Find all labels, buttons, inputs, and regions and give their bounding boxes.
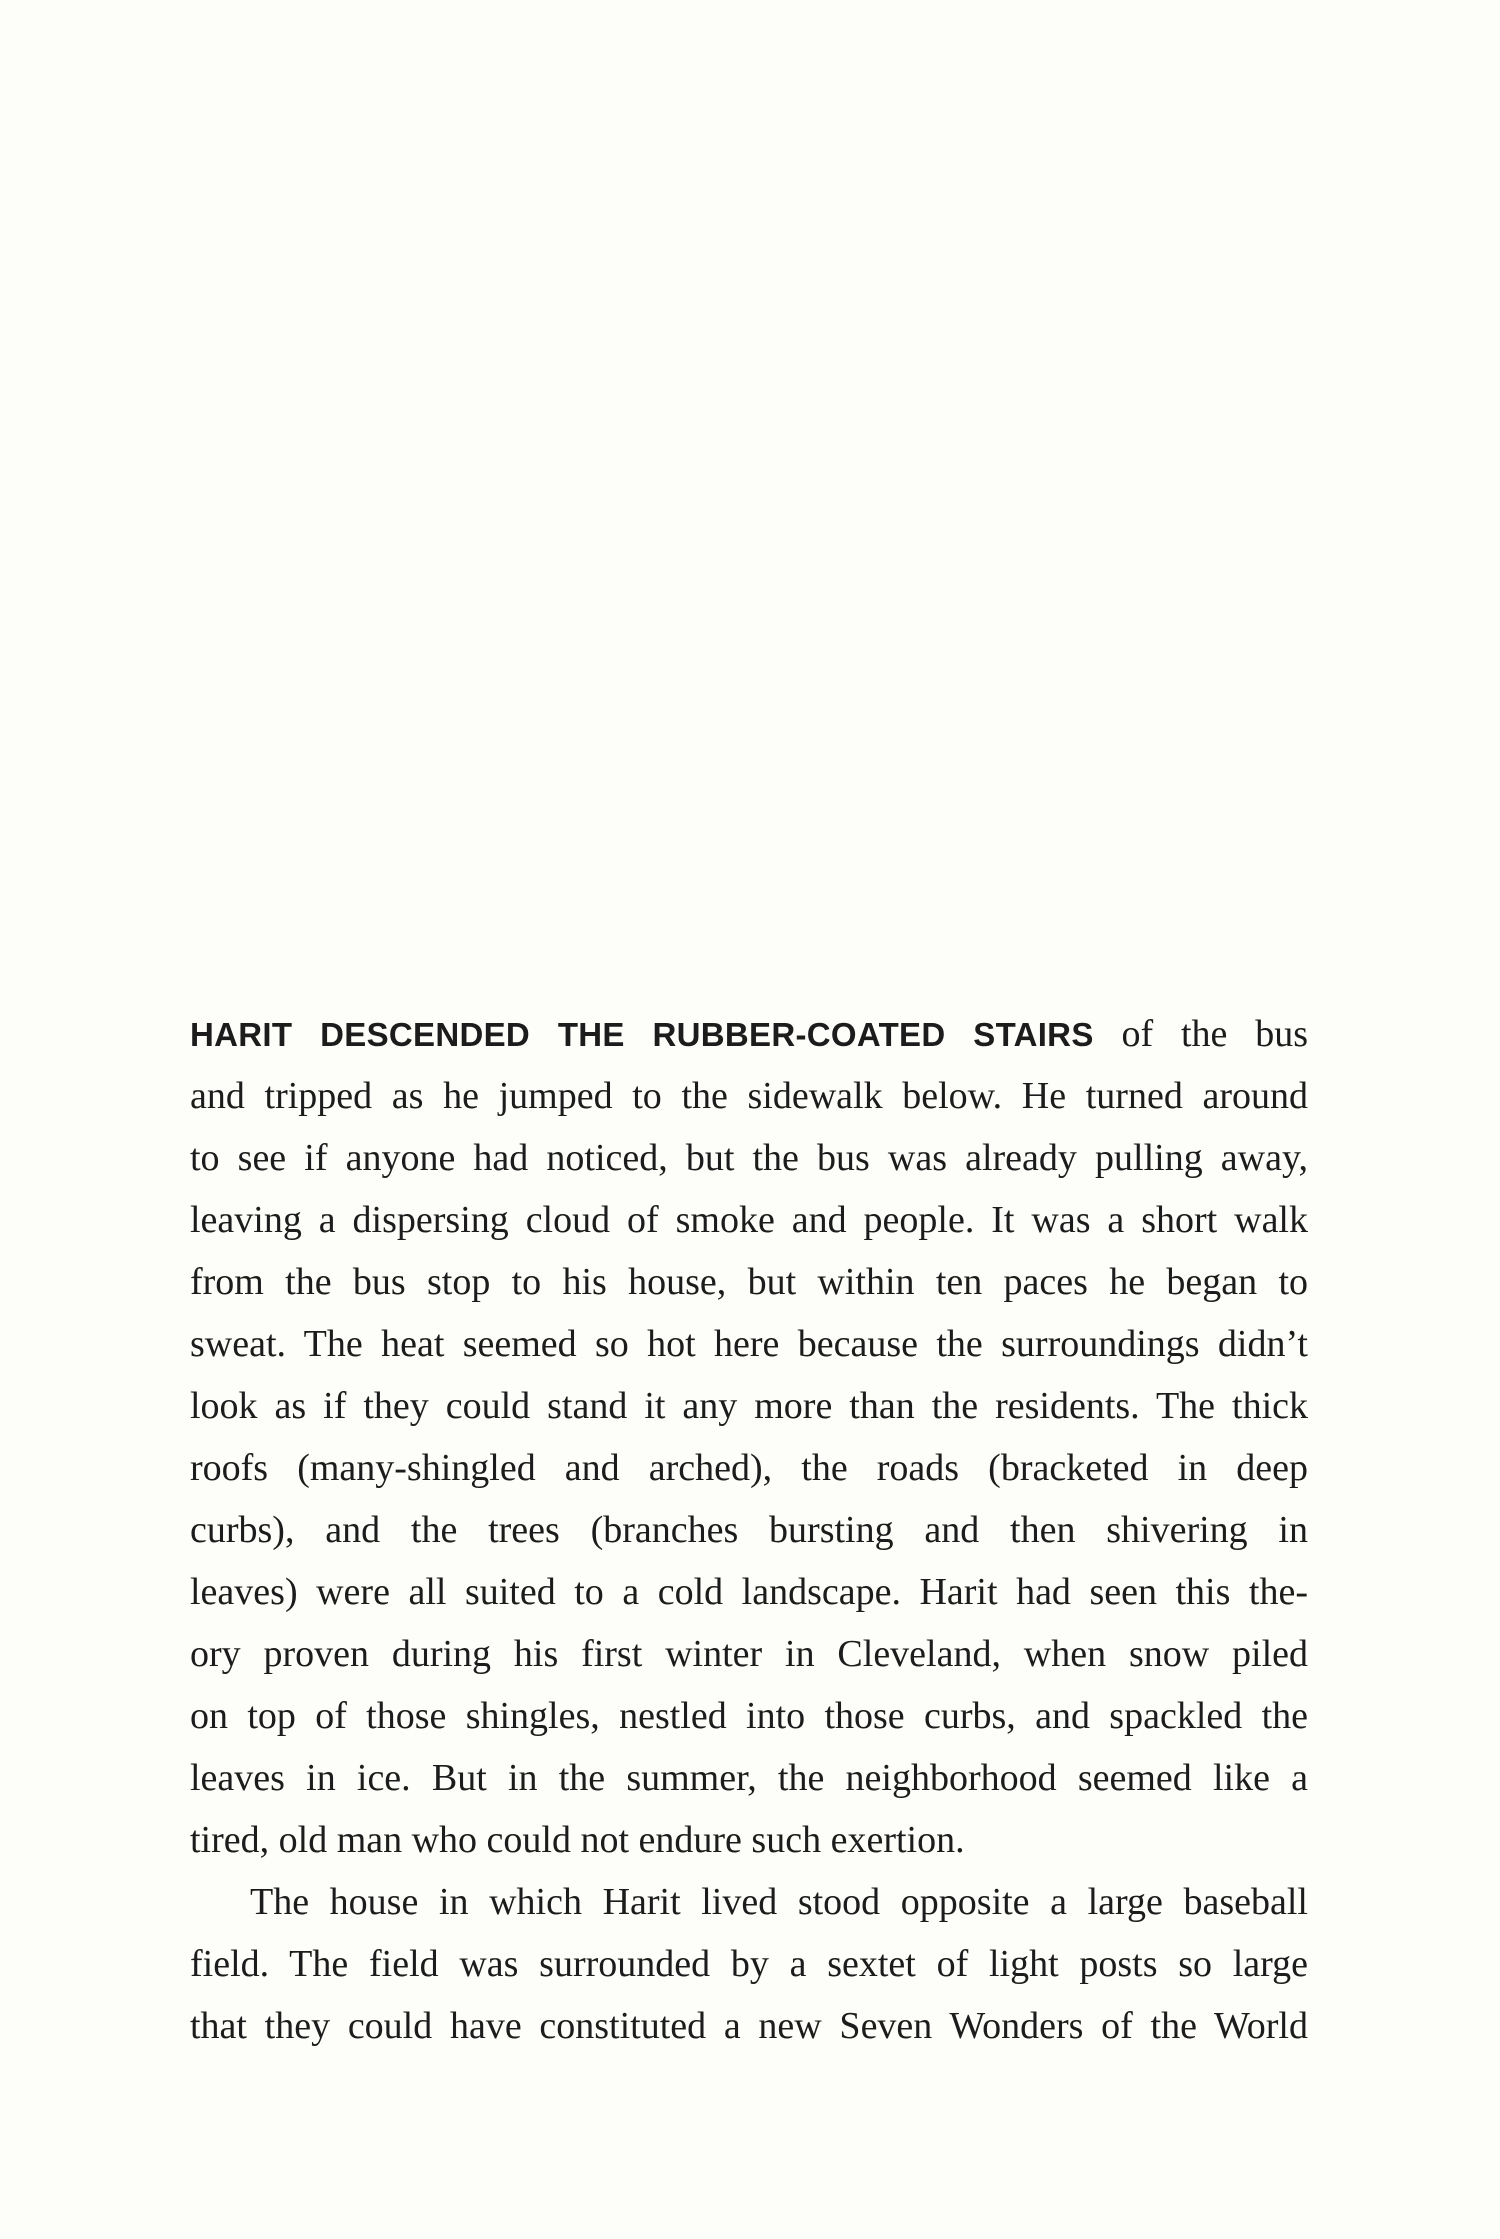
- text-line: ory proven during his first winter in Cleveland, when snow piled: [190, 1633, 1308, 1675]
- text-line: to see if anyone had noticed, but the bus was already pulling away,: [190, 1137, 1308, 1179]
- text-line: leaving a dispersing cloud of smoke and people. It was a short walk: [190, 1199, 1308, 1241]
- text-line: and tripped as he jumped to the sidewalk below. He turned around: [190, 1075, 1308, 1117]
- text-line: roofs (many-shingled and arched), the roads (bracketed in deep: [190, 1447, 1308, 1489]
- text-line: leaves in ice. But in the summer, the neighborhood seemed like a: [190, 1757, 1308, 1799]
- line-text: of the bus: [1093, 1013, 1309, 1055]
- text-line: The house in which Harit lived stood opposite a large baseball: [250, 1881, 1308, 1923]
- text-line: that they could have constituted a new Seven Wonders of the World: [190, 2005, 1308, 2047]
- text-line: curbs), and the trees (branches bursting and then shivering in: [190, 1509, 1308, 1551]
- text-line: [190, 1003, 1308, 1065]
- body-text: [190, 1003, 1308, 2057]
- text-line: on top of those shingles, nestled into those curbs, and spackled the: [190, 1695, 1308, 1737]
- text-line: field. The field was surrounded by a sextet of light posts so large: [190, 1943, 1308, 1985]
- chapter-lead-in: HARIT DESCENDED THE RUBBER-COATED STAIRS: [190, 1016, 1094, 1053]
- text-line: from the bus stop to his house, but within ten paces he began to: [190, 1261, 1308, 1303]
- text-line: leaves) were all suited to a cold landscape. Harit had seen this the-: [190, 1571, 1308, 1613]
- text-line: look as if they could stand it any more than the residents. The thick: [190, 1385, 1308, 1427]
- text-line: tired, old man who could not endure such exertion.: [190, 1819, 965, 1861]
- text-line: sweat. The heat seemed so hot here because the surroundings didn’t: [190, 1323, 1308, 1365]
